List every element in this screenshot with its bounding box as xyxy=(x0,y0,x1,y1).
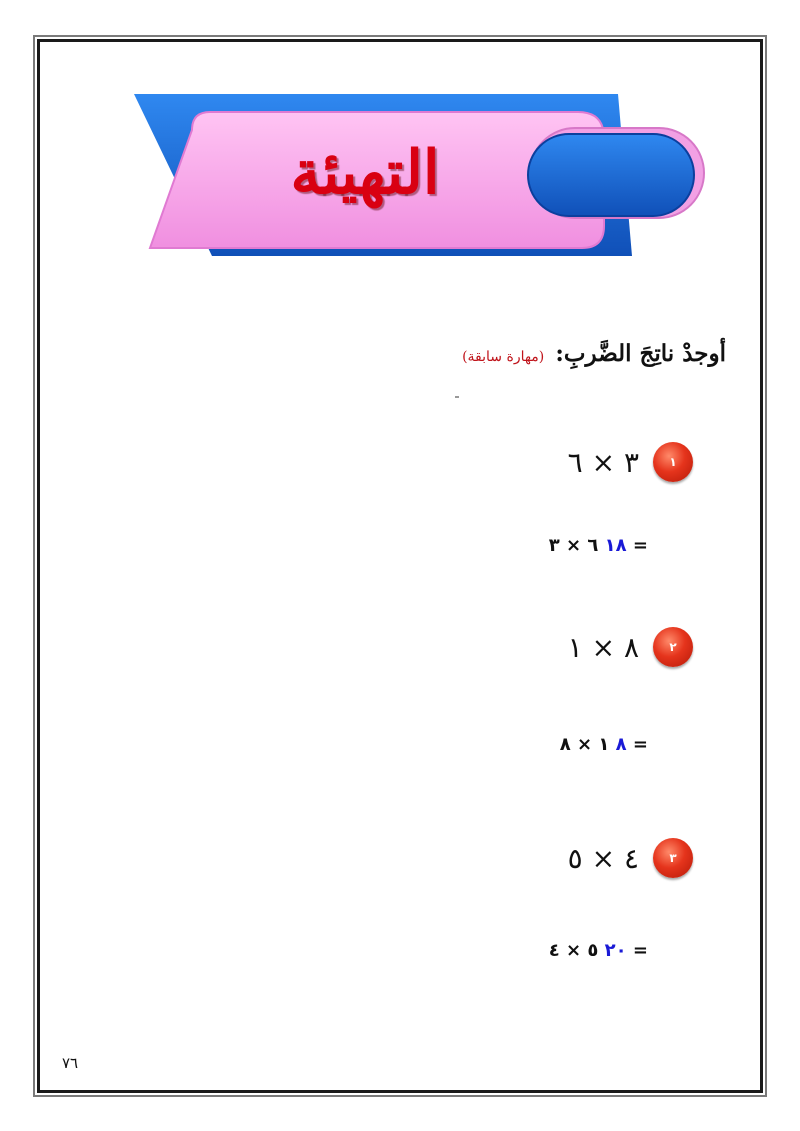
answer-equation: ١ × ٨ = xyxy=(559,734,648,755)
problem-expression: ٣ × ٦ xyxy=(567,445,639,479)
problem-number: ١ xyxy=(669,455,677,469)
answer-equation: ٦ × ٣ = xyxy=(548,535,648,556)
problem-number: ٢ xyxy=(669,640,677,654)
banner-title: التهيئة xyxy=(290,138,440,208)
answer-result: ١٨ xyxy=(604,535,627,556)
answer-line xyxy=(549,535,648,556)
answer-result: ٢٠ xyxy=(604,940,627,961)
problem-item xyxy=(568,442,693,482)
answer-result: ٨ xyxy=(615,734,627,755)
answer-line xyxy=(560,734,648,755)
problem-item xyxy=(568,627,693,667)
instruction-text: أوجدْ ناتِجَ الضَّربِ: xyxy=(555,340,726,367)
answer-equation: ٥ × ٤ = xyxy=(548,940,648,961)
stray-mark xyxy=(455,396,459,398)
instruction-note: (مهارة سابقة) xyxy=(462,349,545,365)
section-banner xyxy=(130,90,710,260)
page-number: ٧٦ xyxy=(62,1054,79,1072)
problem-expression: ٤ × ٥ xyxy=(567,841,639,875)
answer-line xyxy=(549,940,648,961)
problem-number-badge xyxy=(653,442,693,482)
problem-expression: ٨ × ١ xyxy=(567,630,639,664)
problem-number-badge xyxy=(653,627,693,667)
problem-number-badge xyxy=(653,838,693,878)
problem-item xyxy=(568,838,693,878)
instruction xyxy=(462,340,726,367)
problem-number: ٣ xyxy=(669,851,677,865)
banner-blue-pill xyxy=(528,134,694,216)
